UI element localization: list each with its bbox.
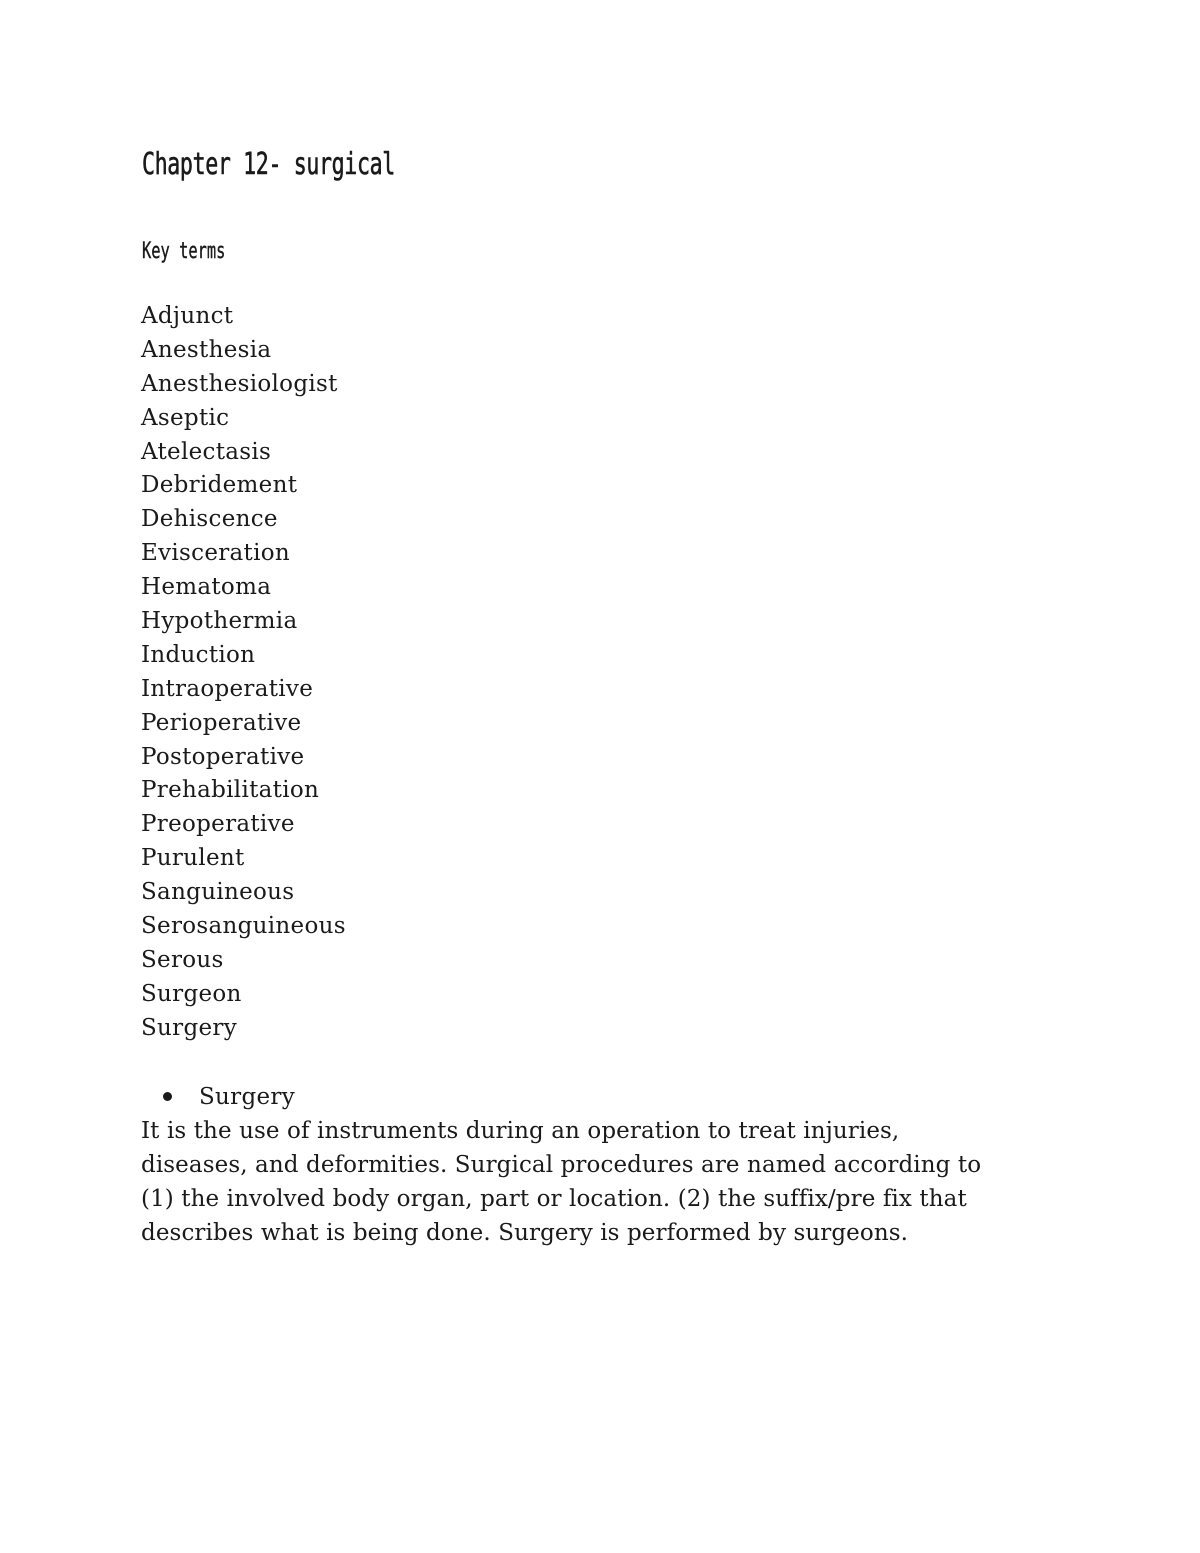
list-item: Postoperative [141, 743, 305, 770]
key-terms-list [141, 300, 346, 1046]
list-item: Anesthesia [141, 336, 272, 363]
list-item: Purulent [141, 845, 245, 872]
paragraph-line: It is the use of instruments during an operation to treat injuries, [141, 1118, 900, 1144]
list-item: Atelectasis [141, 438, 272, 465]
list-item: Surgeon [141, 980, 242, 1007]
paragraph-line: describes what is being done. Surgery is performed by surgeons. [141, 1220, 909, 1246]
list-item: Adjunct [141, 303, 234, 329]
list-item: Sanguineous [141, 879, 295, 906]
list-item: Perioperative [141, 709, 302, 736]
list-item: Aseptic [141, 404, 230, 431]
list-item: Evisceration [141, 540, 291, 567]
list-item: Intraoperative [141, 675, 314, 702]
list-item: Induction [141, 641, 256, 668]
bullet-item [163, 1080, 295, 1114]
section-heading: Key terms [142, 239, 226, 264]
paragraph-line: (1) the involved body organ, part or location. (2) the suffix/pre fix that [141, 1186, 967, 1212]
bullet-label: Surgery [199, 1084, 295, 1110]
paragraph-line: diseases, and deformities. Surgical procedures are named according to [141, 1152, 982, 1178]
list-item: Debridement [141, 472, 298, 499]
list-item: Dehiscence [141, 506, 278, 533]
page-title: Chapter 12- surgical [142, 147, 395, 182]
list-item: Preoperative [141, 811, 295, 838]
list-item: Serosanguineous [141, 913, 346, 940]
list-item: Prehabilitation [141, 777, 320, 804]
list-item: Anesthesiologist [141, 370, 338, 397]
list-item: Surgery [141, 1014, 237, 1041]
definition-paragraph [141, 1114, 1071, 1250]
list-item: Serous [141, 946, 224, 973]
list-item: Hematoma [141, 574, 272, 601]
bullet-icon [163, 1092, 172, 1101]
list-item: Hypothermia [141, 608, 298, 635]
